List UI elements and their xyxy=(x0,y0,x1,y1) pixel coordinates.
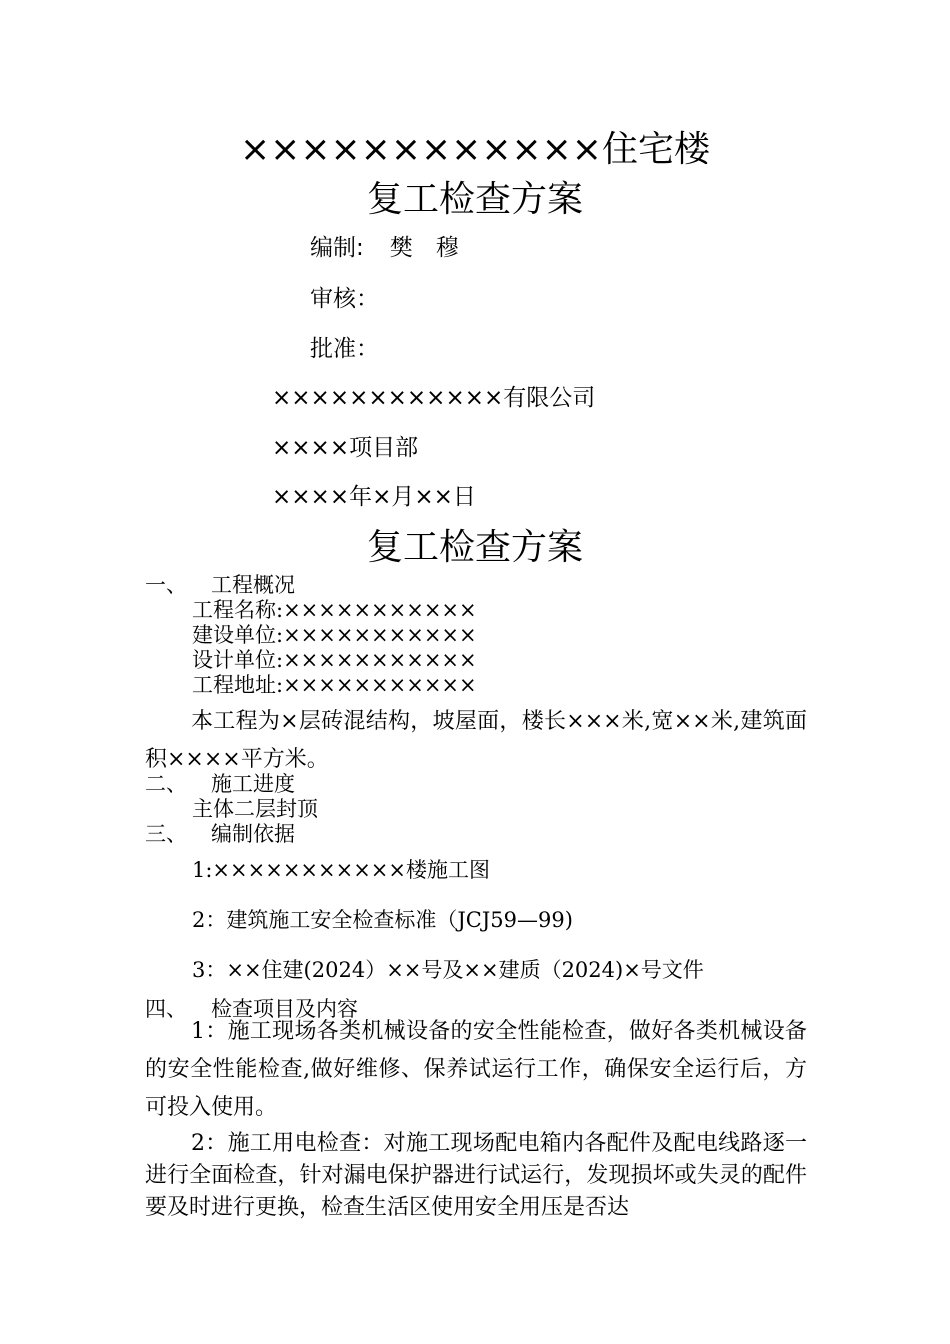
section-number: 一、 xyxy=(145,573,187,597)
inspection-item-1: 1：施工现场各类机械设备的安全性能检查，做好各类机械设备的安全性能检查,做好维修、保养试运行工作，确保安全运行后，方可投入使用。 xyxy=(145,1019,807,1120)
section-heading-3 xyxy=(145,821,295,847)
overview-owner: 建设单位:××××××××××× xyxy=(192,623,477,647)
company-name: ××××××××××××有限公司 xyxy=(272,385,596,411)
section-title: 施工进度 xyxy=(211,772,295,796)
compiler-label: 编制: xyxy=(310,235,364,261)
overview-designer: 设计单位:××××××××××× xyxy=(192,648,477,672)
section-number: 二、 xyxy=(145,772,187,796)
body-title: 复工检查方案 xyxy=(366,527,583,568)
section-title: 工程概况 xyxy=(211,573,295,597)
inspection-item-2: 2：施工用电检查：对施工现场配电箱内各配件及配电线路逐一进行全面检查，针对漏电保护器进行试运行，发现损坏或失灵的配件要及时进行更换，检查生活区使用安全用压是否达 xyxy=(145,1131,807,1220)
progress-text: 主体二层封顶 xyxy=(192,797,318,821)
section-title: 检查项目及内容 xyxy=(211,997,358,1021)
cover-title-line2: 复工检查方案 xyxy=(366,179,583,220)
approver-label: 批准： xyxy=(310,336,379,362)
basis-item-1: 1:×××××××××××楼施工图 xyxy=(192,858,490,882)
reviewer-label: 审核： xyxy=(310,286,379,312)
overview-project-name: 工程名称:××××××××××× xyxy=(192,598,477,622)
section-heading-1 xyxy=(145,572,295,598)
cover-date: ××××年×月××日 xyxy=(272,484,476,510)
section-title: 编制依据 xyxy=(211,822,295,846)
section-heading-2 xyxy=(145,771,295,797)
overview-paragraph: 本工程为×层砖混结构，坡屋面，楼长×××米,宽××米,建筑面积××××平方米。 xyxy=(145,709,807,772)
compiler-row xyxy=(310,232,459,264)
overview-address: 工程地址:××××××××××× xyxy=(192,673,477,697)
compiler-name: 樊 穆 xyxy=(389,235,459,261)
cover-title-line1: ××××××××××××住宅楼 xyxy=(240,129,710,170)
section-number: 三、 xyxy=(145,822,187,846)
project-department: ××××项目部 xyxy=(272,435,419,461)
section-number: 四、 xyxy=(145,997,187,1021)
basis-item-2: 2：建筑施工安全检查标准（JCJ59—99) xyxy=(192,908,573,932)
basis-item-3: 3：××住建(2024）××号及××建质（2024)×号文件 xyxy=(192,958,704,982)
